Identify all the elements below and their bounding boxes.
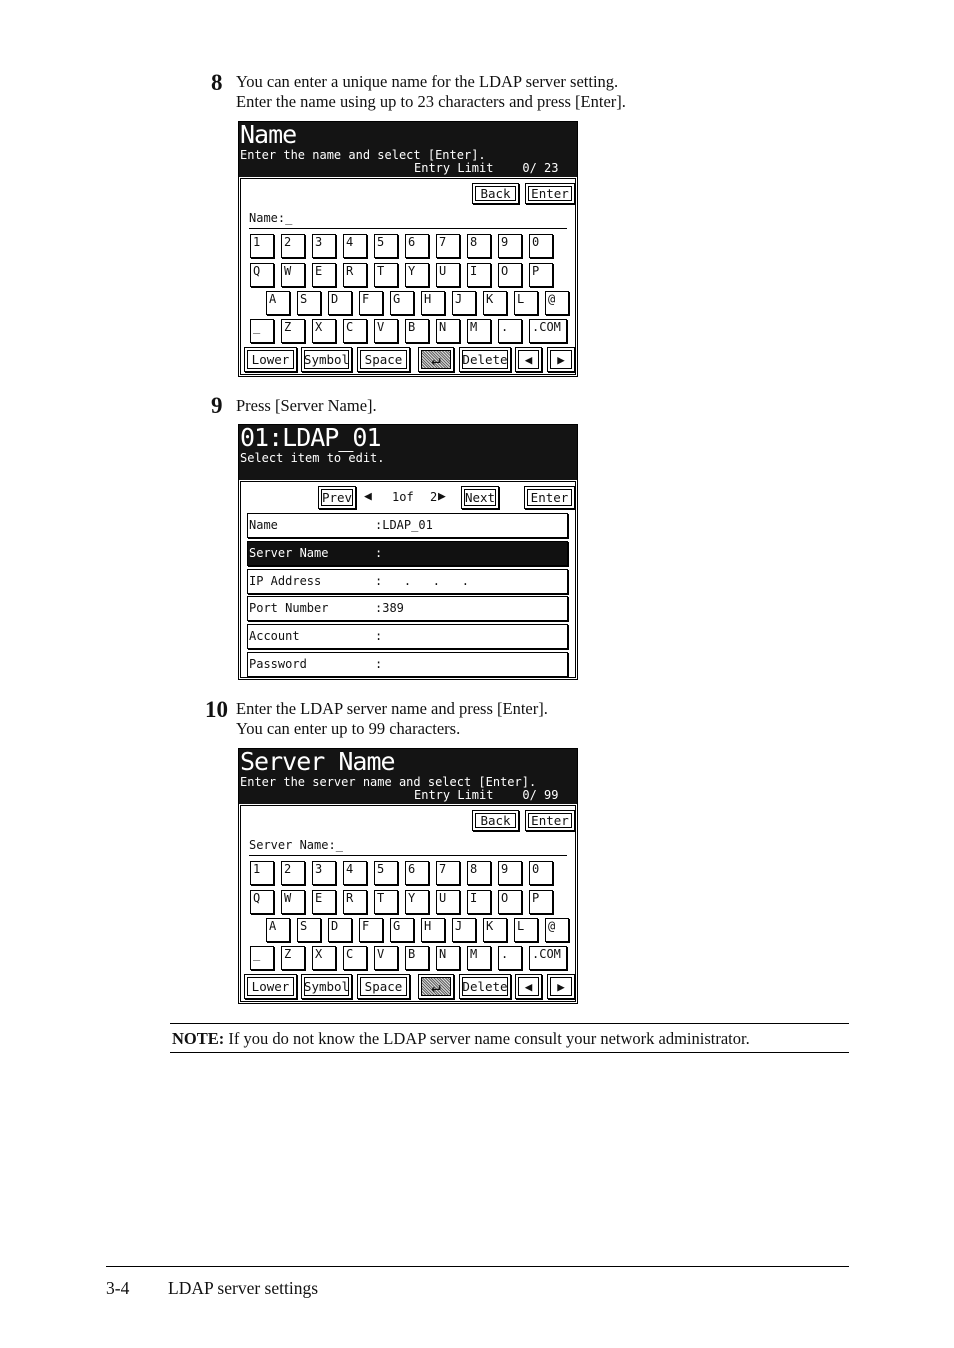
key-button[interactable]: 8 [467,234,491,258]
entry-limit: Entry Limit 0/ 23 [414,161,559,175]
key-button[interactable]: T [374,890,398,914]
key-button[interactable]: L [514,918,538,942]
ldap-edit-screen [238,424,578,680]
screen-body [240,178,576,375]
back-label: Back [475,813,516,828]
step-number: 9 [211,393,223,418]
cursor-right-button[interactable] [547,347,575,372]
key-button[interactable]: Q [250,263,274,287]
key-button[interactable]: Q [250,890,274,914]
key-button[interactable]: O [498,890,522,914]
delete-button[interactable] [459,347,511,372]
space-button[interactable] [357,974,410,999]
lower-label: Lower [247,350,294,369]
symbol-label: Symbol [303,979,350,994]
return-key-icon[interactable] [418,974,454,999]
setting-name: Port Number [249,601,329,616]
key-button[interactable]: P [529,263,553,287]
key-button[interactable]: @ [545,918,569,942]
key-button[interactable]: E [312,890,336,914]
key-button[interactable]: S [297,918,321,942]
prev-label: Prev [321,490,353,505]
key-button[interactable]: @ [545,291,569,315]
key-button[interactable]: W [281,890,305,914]
step-line: Enter the LDAP server name and press [Enter]. [236,699,548,718]
key-button[interactable]: A [266,291,290,315]
key-button[interactable]: X [312,319,336,343]
key-button[interactable]: V [374,319,398,343]
key-button[interactable]: . [498,946,522,970]
dotcom-key-button[interactable]: .COM [529,319,567,343]
footer-rule [106,1266,849,1267]
dotcom-key-button[interactable]: .COM [529,946,567,970]
key-button[interactable]: R [343,263,367,287]
cursor-left-button[interactable] [515,347,542,372]
setting-row[interactable] [247,513,568,538]
step-number: 10 [205,697,228,722]
key-button[interactable]: Y [405,890,429,914]
space-button[interactable] [357,347,410,372]
setting-row[interactable] [247,541,568,566]
key-button[interactable]: C [343,319,367,343]
key-button[interactable]: W [281,263,305,287]
setting-row[interactable] [247,569,568,594]
symbol-label: Symbol [303,352,350,367]
step-line: Press [Server Name]. [236,396,377,415]
server-name-entry-screen [238,748,578,1004]
key-button[interactable]: . [498,319,522,343]
screen-header [239,749,577,804]
key-button[interactable]: K [483,918,507,942]
key-button[interactable]: _ [250,946,274,970]
cursor-right-label: ▶ [550,977,572,996]
key-button[interactable]: 5 [374,234,398,258]
back-button[interactable] [472,183,519,204]
key-button[interactable]: V [374,946,398,970]
enter-button[interactable] [525,183,575,204]
setting-name: Password [249,657,307,671]
key-button[interactable]: N [436,319,460,343]
entry-field-label: Name:_ [249,211,293,225]
key-button[interactable]: B [405,319,429,343]
key-button[interactable]: J [452,918,476,942]
step-text [236,396,377,416]
key-button[interactable]: _ [250,319,274,343]
key-button[interactable]: 1 [250,234,274,258]
screen-title: Name [240,120,297,149]
lower-label: Lower [247,977,294,996]
setting-value: : [375,657,383,671]
key-button[interactable]: K [483,291,507,315]
screen-body [240,805,576,1002]
key-button[interactable]: I [467,263,491,287]
return-key-icon-label: ↵ [421,977,451,996]
key-button[interactable]: 9 [498,861,522,885]
page-indicator: 1of [392,490,414,504]
name-entry-screen [238,121,578,377]
key-button[interactable]: 0 [529,234,553,258]
key-button[interactable]: H [421,291,445,315]
return-key-icon-label: ↵ [421,350,451,369]
key-button[interactable]: N [436,946,460,970]
screen-instruction: Enter the name and select [Enter]. [240,148,486,162]
prev-button[interactable] [318,486,356,509]
key-button[interactable]: M [467,946,491,970]
entry-field-underline [249,228,567,229]
setting-value: :LDAP_01 [375,518,433,532]
key-button[interactable]: D [328,291,352,315]
cursor-left-label: ◀ [518,977,539,996]
key-button[interactable]: G [390,291,414,315]
key-button[interactable]: Z [281,946,305,970]
key-button[interactable]: 8 [467,861,491,885]
key-button[interactable]: M [467,319,491,343]
key-button[interactable]: 5 [374,861,398,885]
space-label: Space [360,350,407,369]
key-button[interactable]: I [467,890,491,914]
key-button[interactable]: F [359,918,383,942]
setting-value: : [375,545,383,560]
symbol-button[interactable] [301,347,352,372]
lower-button[interactable] [244,974,297,999]
step-line: You can enter up to 99 characters. [236,719,461,738]
key-button[interactable]: 6 [405,234,429,258]
note-label: NOTE: [172,1029,225,1048]
cursor-right-label: ▶ [550,350,572,369]
key-button[interactable]: 3 [312,234,336,258]
setting-row[interactable] [247,624,568,649]
cursor-right-button[interactable] [547,974,575,999]
setting-value: : [375,629,383,644]
cursor-left-label: ◀ [518,350,539,369]
key-button[interactable]: 4 [343,234,367,258]
entry-field-label: Server Name:_ [249,838,343,852]
delete-label: Delete [462,352,508,367]
step-line: You can enter a unique name for the LDAP server setting. [236,72,619,91]
key-button[interactable]: Z [281,319,305,343]
screen-instruction: Select item to edit. [240,451,385,465]
enter-label: Enter [528,813,572,828]
key-button[interactable]: 0 [529,861,553,885]
screen-title: Server Name [240,747,395,776]
key-button[interactable]: P [529,890,553,914]
key-button[interactable]: O [498,263,522,287]
enter-label: Enter [527,489,572,506]
delete-label: Delete [462,979,508,994]
lower-button[interactable] [244,347,297,372]
key-button[interactable]: A [266,918,290,942]
key-button[interactable]: J [452,291,476,315]
footer-page-number: 3-4 [106,1278,130,1298]
key-button[interactable]: C [343,946,367,970]
back-button[interactable] [472,810,519,831]
key-button[interactable]: X [312,946,336,970]
key-button[interactable]: G [390,918,414,942]
key-button[interactable]: 2 [281,861,305,885]
next-button[interactable] [461,486,499,509]
key-button[interactable]: D [328,918,352,942]
setting-value: :389 [375,601,404,616]
key-button[interactable]: T [374,263,398,287]
step-line: Enter the name using up to 23 characters and press [Enter]. [236,92,626,111]
entry-field-underline [249,855,567,856]
key-button[interactable]: Y [405,263,429,287]
step-text [236,699,548,739]
setting-value: : . . . [375,573,469,588]
cursor-left-button[interactable] [515,974,542,999]
delete-button[interactable] [459,974,511,999]
space-label: Space [360,977,407,996]
key-button[interactable]: E [312,263,336,287]
step-number: 8 [211,70,223,95]
screen-title: 01:LDAP_01 [240,423,381,452]
key-button[interactable]: B [405,946,429,970]
key-button[interactable]: 6 [405,861,429,885]
key-button[interactable]: 1 [250,861,274,885]
key-button[interactable]: 2 [281,234,305,258]
setting-row[interactable] [247,596,568,621]
footer-section-title: LDAP server settings [168,1278,319,1298]
enter-button[interactable] [525,810,575,831]
return-key-icon[interactable] [418,347,454,372]
setting-row[interactable] [247,652,568,677]
step-text [236,72,626,112]
key-button[interactable]: R [343,890,367,914]
symbol-button[interactable] [301,974,352,999]
page-left-arrow-icon: ◀ [364,489,372,504]
note-text: If you do not know the LDAP server name consult your network administrator. [224,1029,750,1048]
key-button[interactable]: 3 [312,861,336,885]
enter-button[interactable] [524,486,575,509]
screen-header [239,122,577,177]
screen-header [239,425,577,480]
setting-name: Server Name [249,545,329,560]
key-button[interactable]: 7 [436,234,460,258]
note-box [170,1023,849,1053]
page-right-arrow-icon: ▶ [438,489,446,504]
back-label: Back [475,186,516,201]
key-button[interactable]: H [421,918,445,942]
setting-name: Account [249,629,300,644]
enter-label: Enter [528,186,572,201]
screen-instruction: Enter the server name and select [Enter]. [240,775,537,789]
key-button[interactable]: 7 [436,861,460,885]
key-button[interactable]: S [297,291,321,315]
key-button[interactable]: 9 [498,234,522,258]
setting-name: IP Address [249,573,322,588]
entry-limit: Entry Limit 0/ 99 [414,788,559,802]
key-button[interactable]: U [436,263,460,287]
key-button[interactable]: L [514,291,538,315]
screen-body [240,481,576,678]
page-total: 2 [430,490,438,504]
setting-name: Name [249,518,278,532]
next-label: Next [464,490,496,505]
key-button[interactable]: U [436,890,460,914]
key-button[interactable]: 4 [343,861,367,885]
key-button[interactable]: F [359,291,383,315]
